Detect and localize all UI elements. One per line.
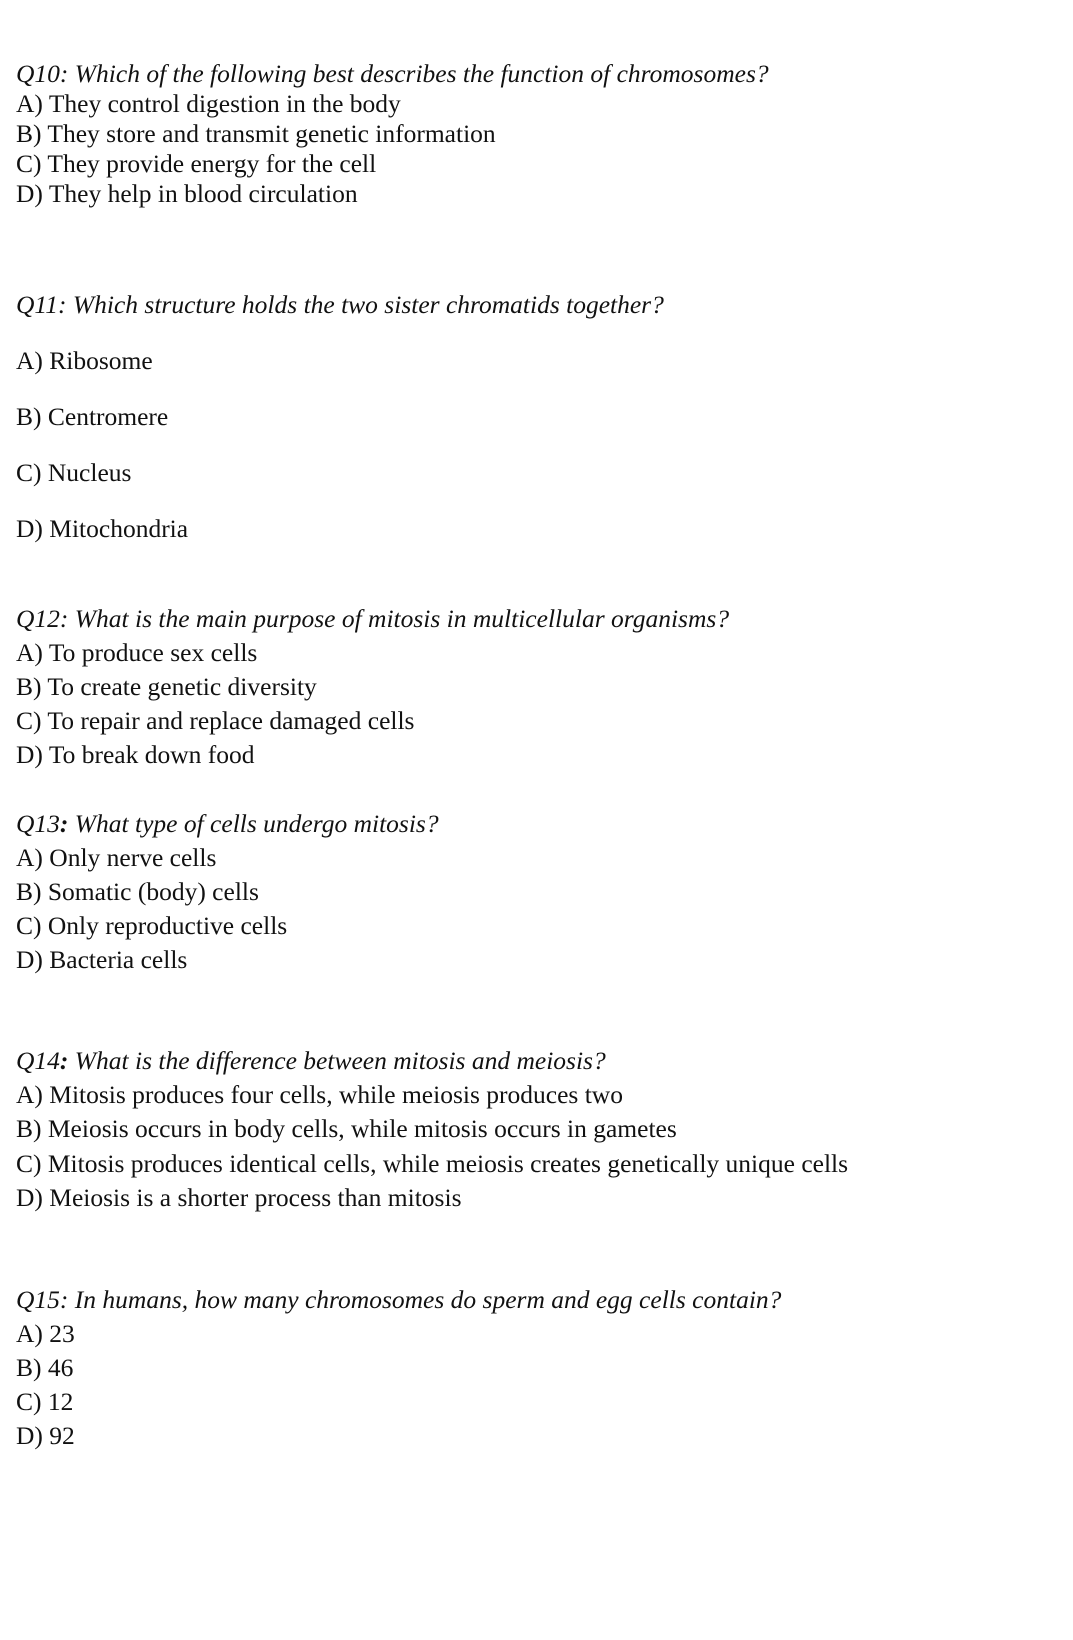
question-heading: Q15: In humans, how many chromosomes do sperm and egg cells contain? xyxy=(16,1285,782,1314)
answer-option: A) Only nerve cells xyxy=(16,843,217,872)
question-number: Q15 xyxy=(16,1285,60,1314)
answer-option: D) 92 xyxy=(16,1421,75,1450)
answer-option: A) Mitosis produces four cells, while meiosis produces two xyxy=(16,1080,623,1109)
answer-option: B) They store and transmit genetic information xyxy=(16,119,496,148)
question-number: Q10 xyxy=(16,59,60,88)
question-text: What is the main purpose of mitosis in multicellular organisms? xyxy=(74,604,730,633)
answer-option: B) Somatic (body) cells xyxy=(16,877,259,906)
question-heading: Q13: What type of cells undergo mitosis? xyxy=(16,809,439,838)
question-number: Q12 xyxy=(16,604,60,633)
answer-option: A) To produce sex cells xyxy=(16,638,258,667)
answer-option: D) They help in blood circulation xyxy=(16,179,358,208)
answer-option: A) They control digestion in the body xyxy=(16,89,401,118)
answer-option: C) Nucleus xyxy=(16,458,132,487)
question-text: Which structure holds the two sister chromatids together? xyxy=(72,290,664,319)
question-text: What is the difference between mitosis and meiosis? xyxy=(74,1046,606,1075)
question-heading: Q14: What is the difference between mitosis and meiosis? xyxy=(16,1046,606,1075)
answer-option: A) 23 xyxy=(16,1319,75,1348)
answer-option: C) 12 xyxy=(16,1387,74,1416)
answer-option: B) To create genetic diversity xyxy=(16,672,317,701)
answer-option: B) 46 xyxy=(16,1353,74,1382)
question-text: In humans, how many chromosomes do sperm and egg cells contain? xyxy=(74,1285,782,1314)
question-number: Q13 xyxy=(16,809,60,838)
answer-option: B) Meiosis occurs in body cells, while mitosis occurs in gametes xyxy=(16,1114,677,1143)
question-number: Q11 xyxy=(16,290,59,319)
answer-option: B) Centromere xyxy=(16,402,169,431)
answer-option: D) Bacteria cells xyxy=(16,945,188,974)
answer-option: D) Meiosis is a shorter process than mitosis xyxy=(16,1183,462,1212)
question-number: Q14 xyxy=(16,1046,60,1075)
answer-option: C) Only reproductive cells xyxy=(16,911,288,940)
question-text: Which of the following best describes the function of chromosomes? xyxy=(74,59,769,88)
answer-option: C) They provide energy for the cell xyxy=(16,149,377,178)
answer-option: D) Mitochondria xyxy=(16,514,189,543)
answer-option: D) To break down food xyxy=(16,740,255,769)
question-heading: Q11: Which structure holds the two sister chromatids together? xyxy=(16,290,664,319)
answer-option: C) To repair and replace damaged cells xyxy=(16,706,415,735)
question-text: What type of cells undergo mitosis? xyxy=(74,809,439,838)
answer-option: C) Mitosis produces identical cells, while meiosis creates genetically unique cells xyxy=(16,1149,849,1178)
answer-option: A) Ribosome xyxy=(16,346,153,375)
question-heading: Q12: What is the main purpose of mitosis in multicellular organisms? xyxy=(16,604,730,633)
question-heading: Q10: Which of the following best describes the function of chromosomes? xyxy=(16,59,769,88)
